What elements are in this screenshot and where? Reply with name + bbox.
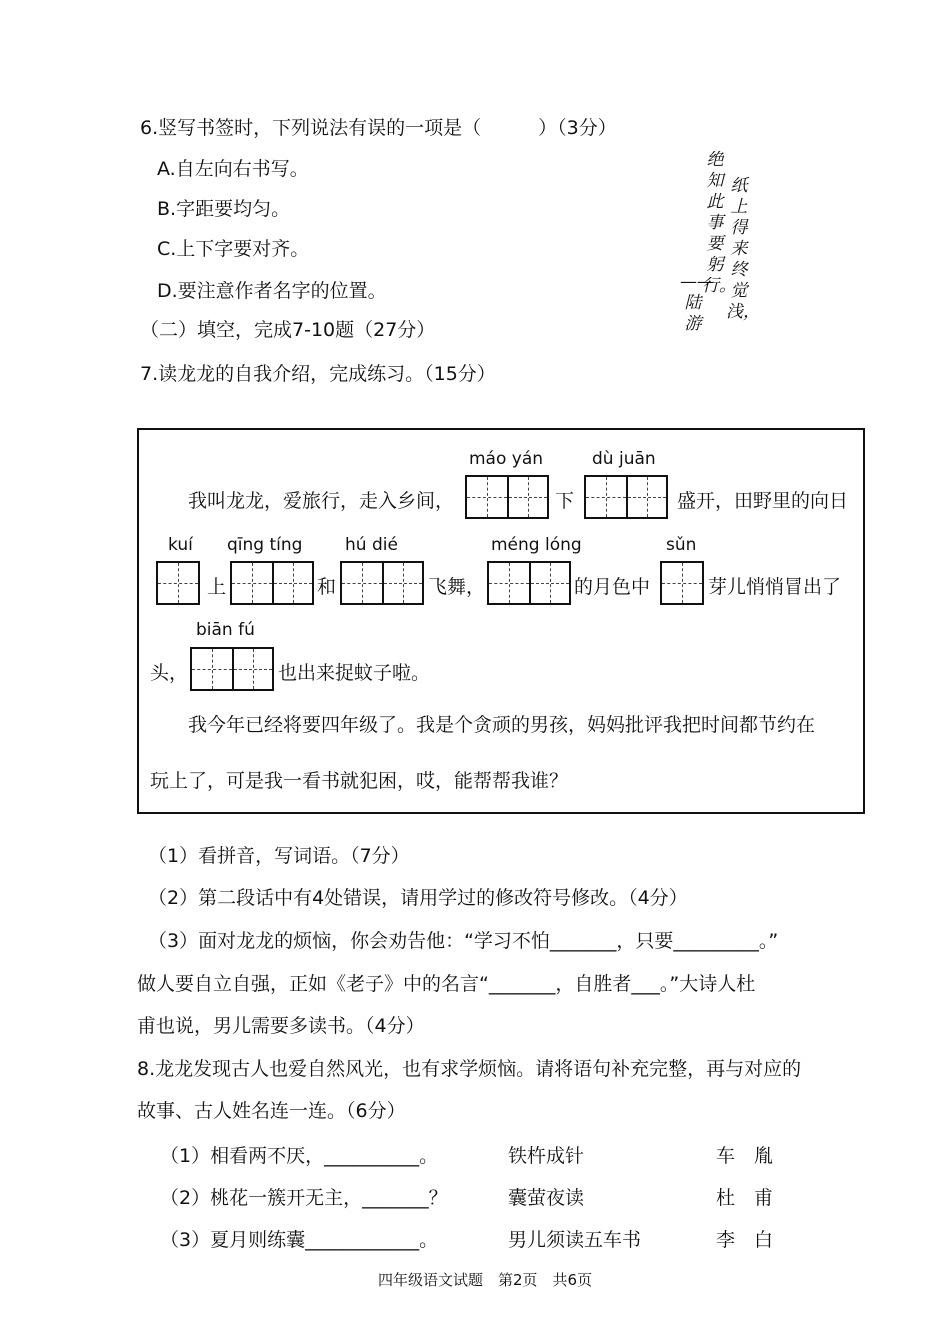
passage-line1-c: 盛开，田野里的向日 bbox=[677, 490, 849, 512]
q7-sub1: （1）看拼音，写词语。（7分） bbox=[148, 845, 410, 867]
passage-line2-b: 和 bbox=[317, 576, 337, 598]
answer-grid-qingting[interactable] bbox=[230, 561, 314, 605]
q6-option-c: C.上下字要对齐。 bbox=[157, 238, 310, 260]
pinyin-qingting: qīng tíng bbox=[227, 535, 303, 555]
q8-poem-1: （1）相看两不厌，__________。 bbox=[160, 1145, 439, 1167]
pinyin-maoyan: máo yán bbox=[469, 449, 544, 469]
passage-line2-e: 芽儿悄悄冒出了 bbox=[708, 576, 842, 598]
q8-poem-3: （3）夏月则练囊____________。 bbox=[160, 1229, 439, 1251]
pinyin-sun: sǔn bbox=[666, 535, 697, 555]
pinyin-bianfu: biān fú bbox=[196, 620, 255, 640]
q8-story-2[interactable]: 囊萤夜读 bbox=[508, 1187, 585, 1209]
pinyin-dujuan: dù juān bbox=[592, 449, 656, 469]
section-2-heading: （二）填空，完成7-10题（27分） bbox=[140, 319, 436, 341]
quote-column-2: 绝知此事要躬行。 bbox=[702, 150, 736, 296]
pinyin-menglong: méng lóng bbox=[491, 535, 582, 555]
answer-grid-kui[interactable] bbox=[156, 561, 200, 605]
answer-grid-bianfu[interactable] bbox=[190, 647, 274, 691]
q7-sub3-line3: 甫也说，男儿需要多读书。（4分） bbox=[137, 1015, 425, 1037]
q7-sub3-line2: 做人要自立自强，正如《老子》中的名言“_______，自胜者___。”大诗人杜 bbox=[137, 973, 756, 995]
passage-line1-a: 我叫龙龙，爱旅行，走入乡间， bbox=[188, 490, 455, 512]
answer-grid-maoyan[interactable] bbox=[465, 475, 549, 519]
passage-line1-b: 下 bbox=[555, 490, 575, 512]
passage-paragraph2-line2: 玩上了，可是我一看书就犯困，哎，能帮帮我谁？ bbox=[150, 770, 569, 792]
passage-line3-b: 也出来捉蚊子啦。 bbox=[278, 662, 431, 684]
passage-line2-a: 上 bbox=[207, 576, 227, 598]
q8-story-3[interactable]: 男儿须读五车书 bbox=[508, 1229, 642, 1251]
q8-story-1[interactable]: 铁杵成针 bbox=[508, 1145, 585, 1167]
answer-grid-sun[interactable] bbox=[660, 561, 704, 605]
q8-poem-2: （2）桃花一簇开无主，_______？ bbox=[160, 1187, 448, 1209]
q7-sub2: （2）第二段话中有4处错误，请用学过的修改符号修改。（4分） bbox=[148, 887, 688, 909]
q8-name-1[interactable]: 车 胤 bbox=[716, 1145, 774, 1167]
passage-paragraph2-line1: 我今年已经将要四年级了。我是个贪顽的男孩，妈妈批评我把时间都节约在 bbox=[188, 714, 816, 736]
answer-grid-menglong[interactable] bbox=[487, 561, 571, 605]
q7-stem: 7.读龙龙的自我介绍，完成练习。（15分） bbox=[140, 363, 496, 385]
pinyin-hudie: hú dié bbox=[345, 535, 398, 555]
page-footer: 四年级语文试题 第2页 共6页 bbox=[378, 1271, 593, 1289]
quote-column-1: 纸上得来终觉浅， bbox=[726, 176, 760, 322]
q7-sub3-line1: （3）面对龙龙的烦恼，你会劝告他：“学习不怕_______，只要_________。” bbox=[148, 930, 779, 952]
quote-author: ——陆游 bbox=[680, 272, 714, 334]
passage-line2-d: 的月色中 bbox=[574, 576, 651, 598]
answer-grid-hudie[interactable] bbox=[340, 561, 424, 605]
q6-option-d: D.要注意作者名字的位置。 bbox=[157, 280, 387, 302]
q6-stem: 6.竖写书签时，下列说法有误的一项是（ ）（3分） bbox=[140, 117, 617, 139]
q6-option-a: A.自左向右书写。 bbox=[157, 158, 309, 180]
q8-name-3[interactable]: 李 白 bbox=[716, 1229, 774, 1251]
q8-stem-line2: 故事、古人姓名连一连。（6分） bbox=[137, 1100, 406, 1122]
answer-grid-dujuan[interactable] bbox=[584, 475, 668, 519]
passage-line3-a: 头， bbox=[150, 662, 189, 684]
q8-name-2[interactable]: 杜 甫 bbox=[716, 1187, 774, 1209]
passage-line2-c: 飞舞， bbox=[428, 576, 486, 598]
q8-stem-line1: 8.龙龙发现古人也爱自然风光，也有求学烦恼。请将语句补充完整，再与对应的 bbox=[137, 1058, 802, 1080]
pinyin-kui: kuí bbox=[168, 535, 193, 555]
q6-option-b: B.字距要均匀。 bbox=[157, 198, 291, 220]
